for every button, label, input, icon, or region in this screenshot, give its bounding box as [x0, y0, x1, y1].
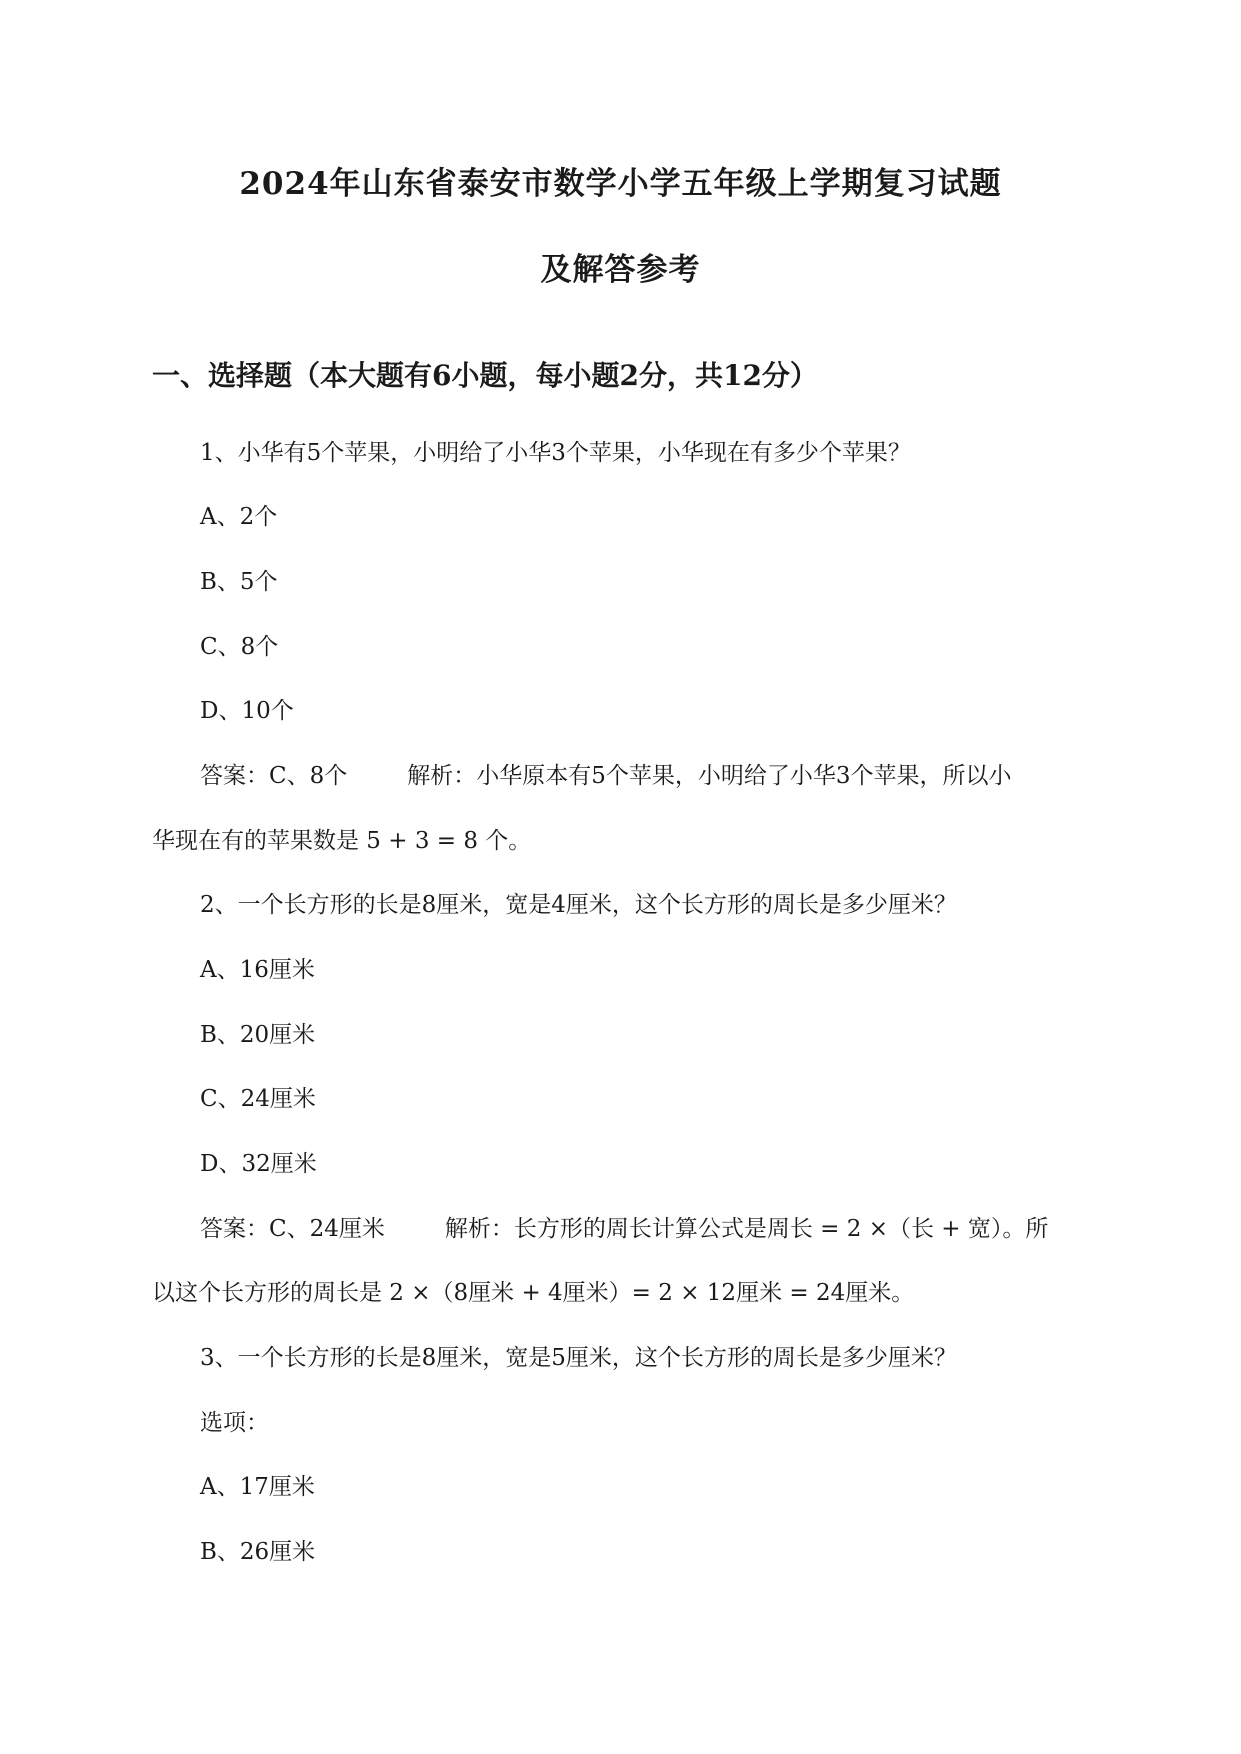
question-2-analysis-continued: 以这个长方形的周长是 2 ×（8厘米 + 4厘米）= 2 × 12厘米 = 24厘米。 [152, 1280, 915, 1306]
document-subtitle: 及解答参考 [540, 252, 701, 288]
question-2-option-b: B、20厘米 [200, 1022, 316, 1048]
question-1-option-d: D、10个 [200, 698, 294, 724]
question-3-options-label: 选项： [200, 1410, 269, 1436]
question-1-option-c: C、8个 [200, 634, 279, 660]
question-1-stem: 1、小华有5个苹果，小明给了小华3个苹果，小华现在有多少个苹果？ [200, 440, 911, 466]
question-2-answer: 答案：C、24厘米 [200, 1216, 385, 1242]
question-1-answer: 答案：C、8个 [200, 763, 348, 789]
question-2-answer-row [200, 1210, 1048, 1243]
question-1-analysis-continued: 华现在有的苹果数是 5 + 3 = 8 个。 [152, 828, 532, 854]
question-2-option-c: C、24厘米 [200, 1086, 316, 1112]
question-3-option-a: A、17厘米 [200, 1474, 315, 1500]
section-heading: 一、选择题（本大题有6小题，每小题2分，共12分） [152, 359, 818, 392]
question-1-answer-row [200, 757, 1012, 790]
question-1-option-b: B、5个 [200, 569, 278, 595]
question-3-option-b: B、26厘米 [200, 1539, 316, 1565]
question-2-stem: 2、一个长方形的长是8厘米，宽是4厘米，这个长方形的周长是多少厘米？ [200, 892, 957, 918]
question-2-option-a: A、16厘米 [200, 957, 315, 983]
question-2-analysis: 解析：长方形的周长计算公式是周长 = 2 ×（长 + 宽）。所 [444, 1216, 1049, 1242]
document-title: 2024年山东省泰安市数学小学五年级上学期复习试题 [239, 166, 1002, 202]
question-1-option-a: A、2个 [200, 504, 278, 530]
question-2-option-d: D、32厘米 [200, 1151, 317, 1177]
question-1-analysis: 解析：小华原本有5个苹果，小明给了小华3个苹果，所以小 [407, 763, 1012, 789]
question-3-stem: 3、一个长方形的长是8厘米，宽是5厘米，这个长方形的周长是多少厘米？ [200, 1345, 957, 1371]
